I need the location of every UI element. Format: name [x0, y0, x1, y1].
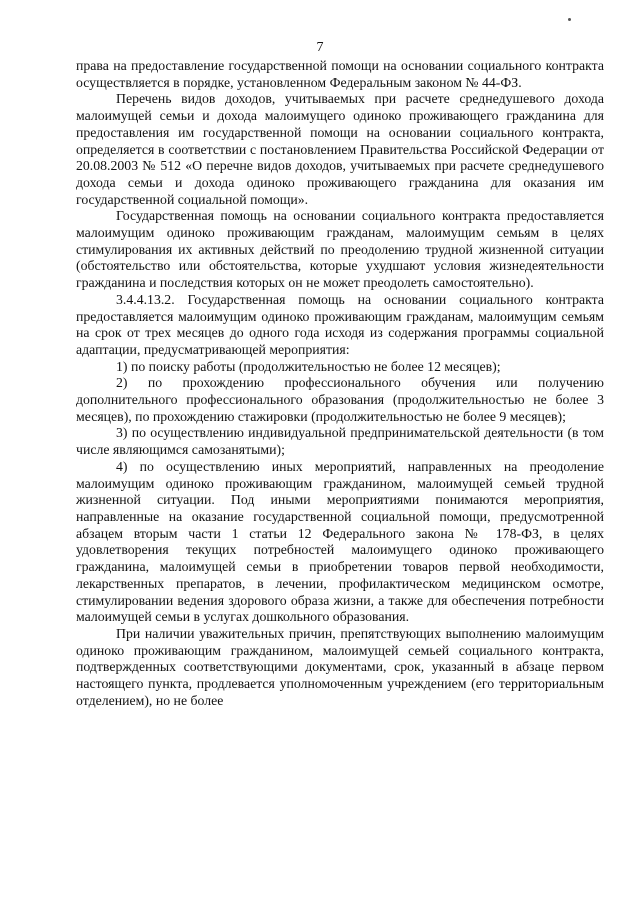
- scan-dot: [568, 18, 571, 21]
- list-item-3: 3) по осуществлению индивидуальной предпринимательской деятельности (в том числе являющимся самозанятыми);: [76, 425, 604, 458]
- page-number: 7: [316, 40, 324, 55]
- paragraph-assistance-purpose: Государственная помощь на основании социального контракта предоставляется малоимущим одиноко проживающим гражданам, малоимущим семьям в целях стимулирования их активных действий по преодолению трудной жизненной ситуации (обстоятельство или обстоятельства, которые ухудшают условия жизнедеятельности гражданина и последствия которых он не может преодолеть самостоятельно).: [76, 208, 604, 291]
- list-item-2: 2) по прохождению профессионального обучения или получению дополнительного профессионального образования (продолжительностью не более 3 месяцев), по прохождению стажировки (продолжительностью не более 9 месяцев);: [76, 375, 604, 424]
- paragraph-clause-3-4-4-13-2: 3.4.4.13.2. Государственная помощь на основании социального контракта предоставляется малоимущим одиноко проживающим гражданам, малоимущим семьям на срок от трех месяцев до одного года исходя из содержания программы социальной адаптации, предусматривающей мероприятия:: [76, 291, 604, 357]
- list-item-1: 1) по поиску работы (продолжительностью не более 12 месяцев);: [116, 358, 501, 374]
- paragraph-extension: При наличии уважительных причин, препятствующих выполнению малоимущим одиноко проживающим гражданином, малоимущей семьей социального контракта, подтвержденных соответствующими документами, срок, указанный в абзаце первом настоящего пункта, продлевается уполномоченным учреждением (его территориальным отделением), но не более: [76, 625, 604, 708]
- document-body: [76, 58, 604, 709]
- paragraph-continuation: права на предоставление государственной помощи на основании социального контракта осуществляется в порядке, установленном Федеральным законом № 44-ФЗ.: [76, 58, 604, 90]
- list-item-4: 4) по осуществлению иных мероприятий, направленных на преодоление малоимущим одиноко проживающим гражданином, малоимущей семьей трудной жизненной ситуации. Под иными мероприятиями понимаются мероприятия, направленные на оказание государственной социальной помощи, предусмотренной абзацем вторым части 1 статьи 12 Федерального закона № 178-ФЗ, в целях удовлетворения текущих потребностей малоимущего одиноко проживающего гражданина, малоимущей семьи в приобретении товаров первой необходимости, лекарственных препаратов, в лечении, профилактическом медицинском осмотре, стимулировании ведения здорового образа жизни, а также для обеспечения потребности малоимущей семьи в услугах дошкольного образования.: [76, 458, 604, 625]
- paragraph-income-list: Перечень видов доходов, учитываемых при расчете среднедушевого дохода малоимущей семьи и дохода малоимущего одиноко проживающего гражданина для предоставления им государственной помощи на основании социального контракта, определяется в соответствии с постановлением Правительства Российской Федерации от 20.08.2003 № 512 «О перечне видов доходов, учитываемых при расчете среднедушевого дохода семьи и дохода одиноко проживающего гражданина для оказания им государственной социальной помощи».: [76, 91, 604, 207]
